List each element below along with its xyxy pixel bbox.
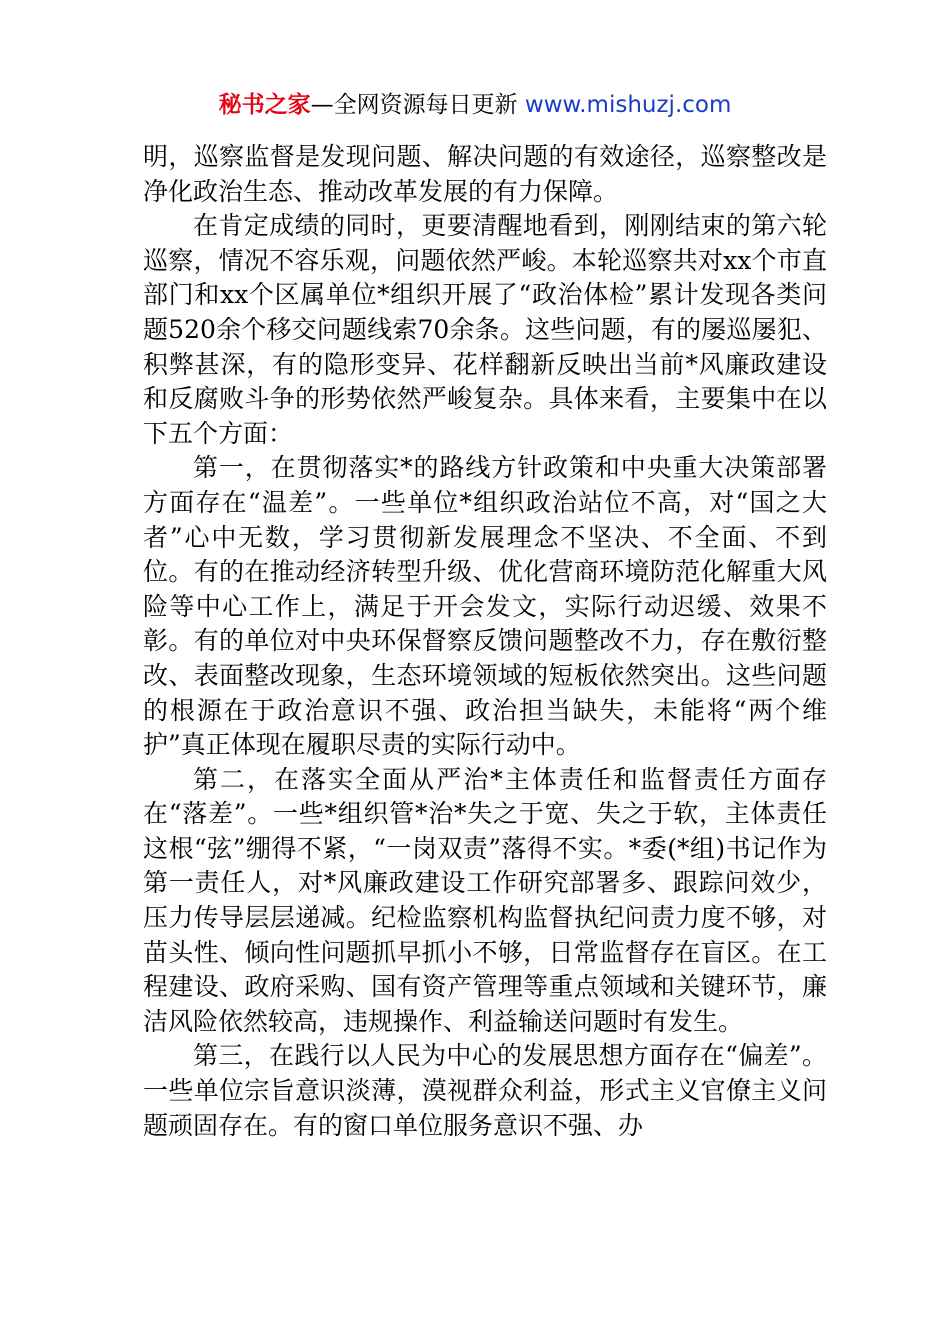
site-url-link[interactable]: www.mishuzj.com	[524, 92, 732, 118]
paragraph-third-issue: 第三，在践行以人民为中心的发展思想方面存在“偏差”。一些单位宗旨意识淡薄，漠视群众利益，形式主义官僚主义问题顽固存在。有的窗口单位服务意识不强、办	[143, 1041, 827, 1140]
header-slogan: —全网资源每日更新	[310, 92, 525, 118]
page-header	[0, 88, 950, 122]
paragraph-second-issue: 第二，在落实全面从严治*主体责任和监督责任方面存在“落差”。一些*组织管*治*失之于宽、失之于软，主体责任这根“弦”绷得不紧，“一岗双责”落得不实。*委(*组)书记作为第一责任人，对*风廉政建设工作研究部署多、跟踪问效少，压力传导层层递减。纪检监察机构监督执纪问责力度不够，对苗头性、倾向性问题抓早抓小不够，日常监督存在盲区。在工程建设、政府采购、国有资产管理等重点领域和关键环节，廉洁风险依然较高，违规操作、利益输送问题时有发生。	[143, 764, 827, 1036]
brand-name: 秘书之家	[218, 92, 311, 118]
paragraph-overview: 在肯定成绩的同时，更要清醒地看到，刚刚结束的第六轮巡察，情况不容乐观，问题依然严峻。本轮巡察共对xx个市直部门和xx个区属单位*组织开展了“政治体检”累计发现各类问题520余个移交问题线索70余条。这些问题，有的屡巡屡犯、积弊甚深，有的隐形变异、花样翻新反映出当前*风廉政建设和反腐败斗争的形势依然严峻复杂。具体来看，主要集中在以下五个方面：	[143, 211, 827, 448]
document-body	[143, 140, 827, 1143]
paragraph-continuation: 明，巡察监督是发现问题、解决问题的有效途径，巡察整改是净化政治生态、推动改革发展的有力保障。	[143, 142, 827, 206]
paragraph-first-issue: 第一，在贯彻落实*的路线方针政策和中央重大决策部署方面存在“温差”。一些单位*组织政治站位不高，对“国之大者”心中无数，学习贯彻新发展理念不坚决、不全面、不到位。有的在推动经济转型升级、优化营商环境防范化解重大风险等中心工作上，满足于开会发文，实际行动迟缓、效果不彰。有的单位对中央环保督察反馈问题整改不力，存在敷衍整改、表面整改现象，生态环境领域的短板依然突出。这些问题的根源在于政治意识不强、政治担当缺失，未能将“两个维护”真正体现在履职尽责的实际行动中。	[143, 453, 827, 760]
